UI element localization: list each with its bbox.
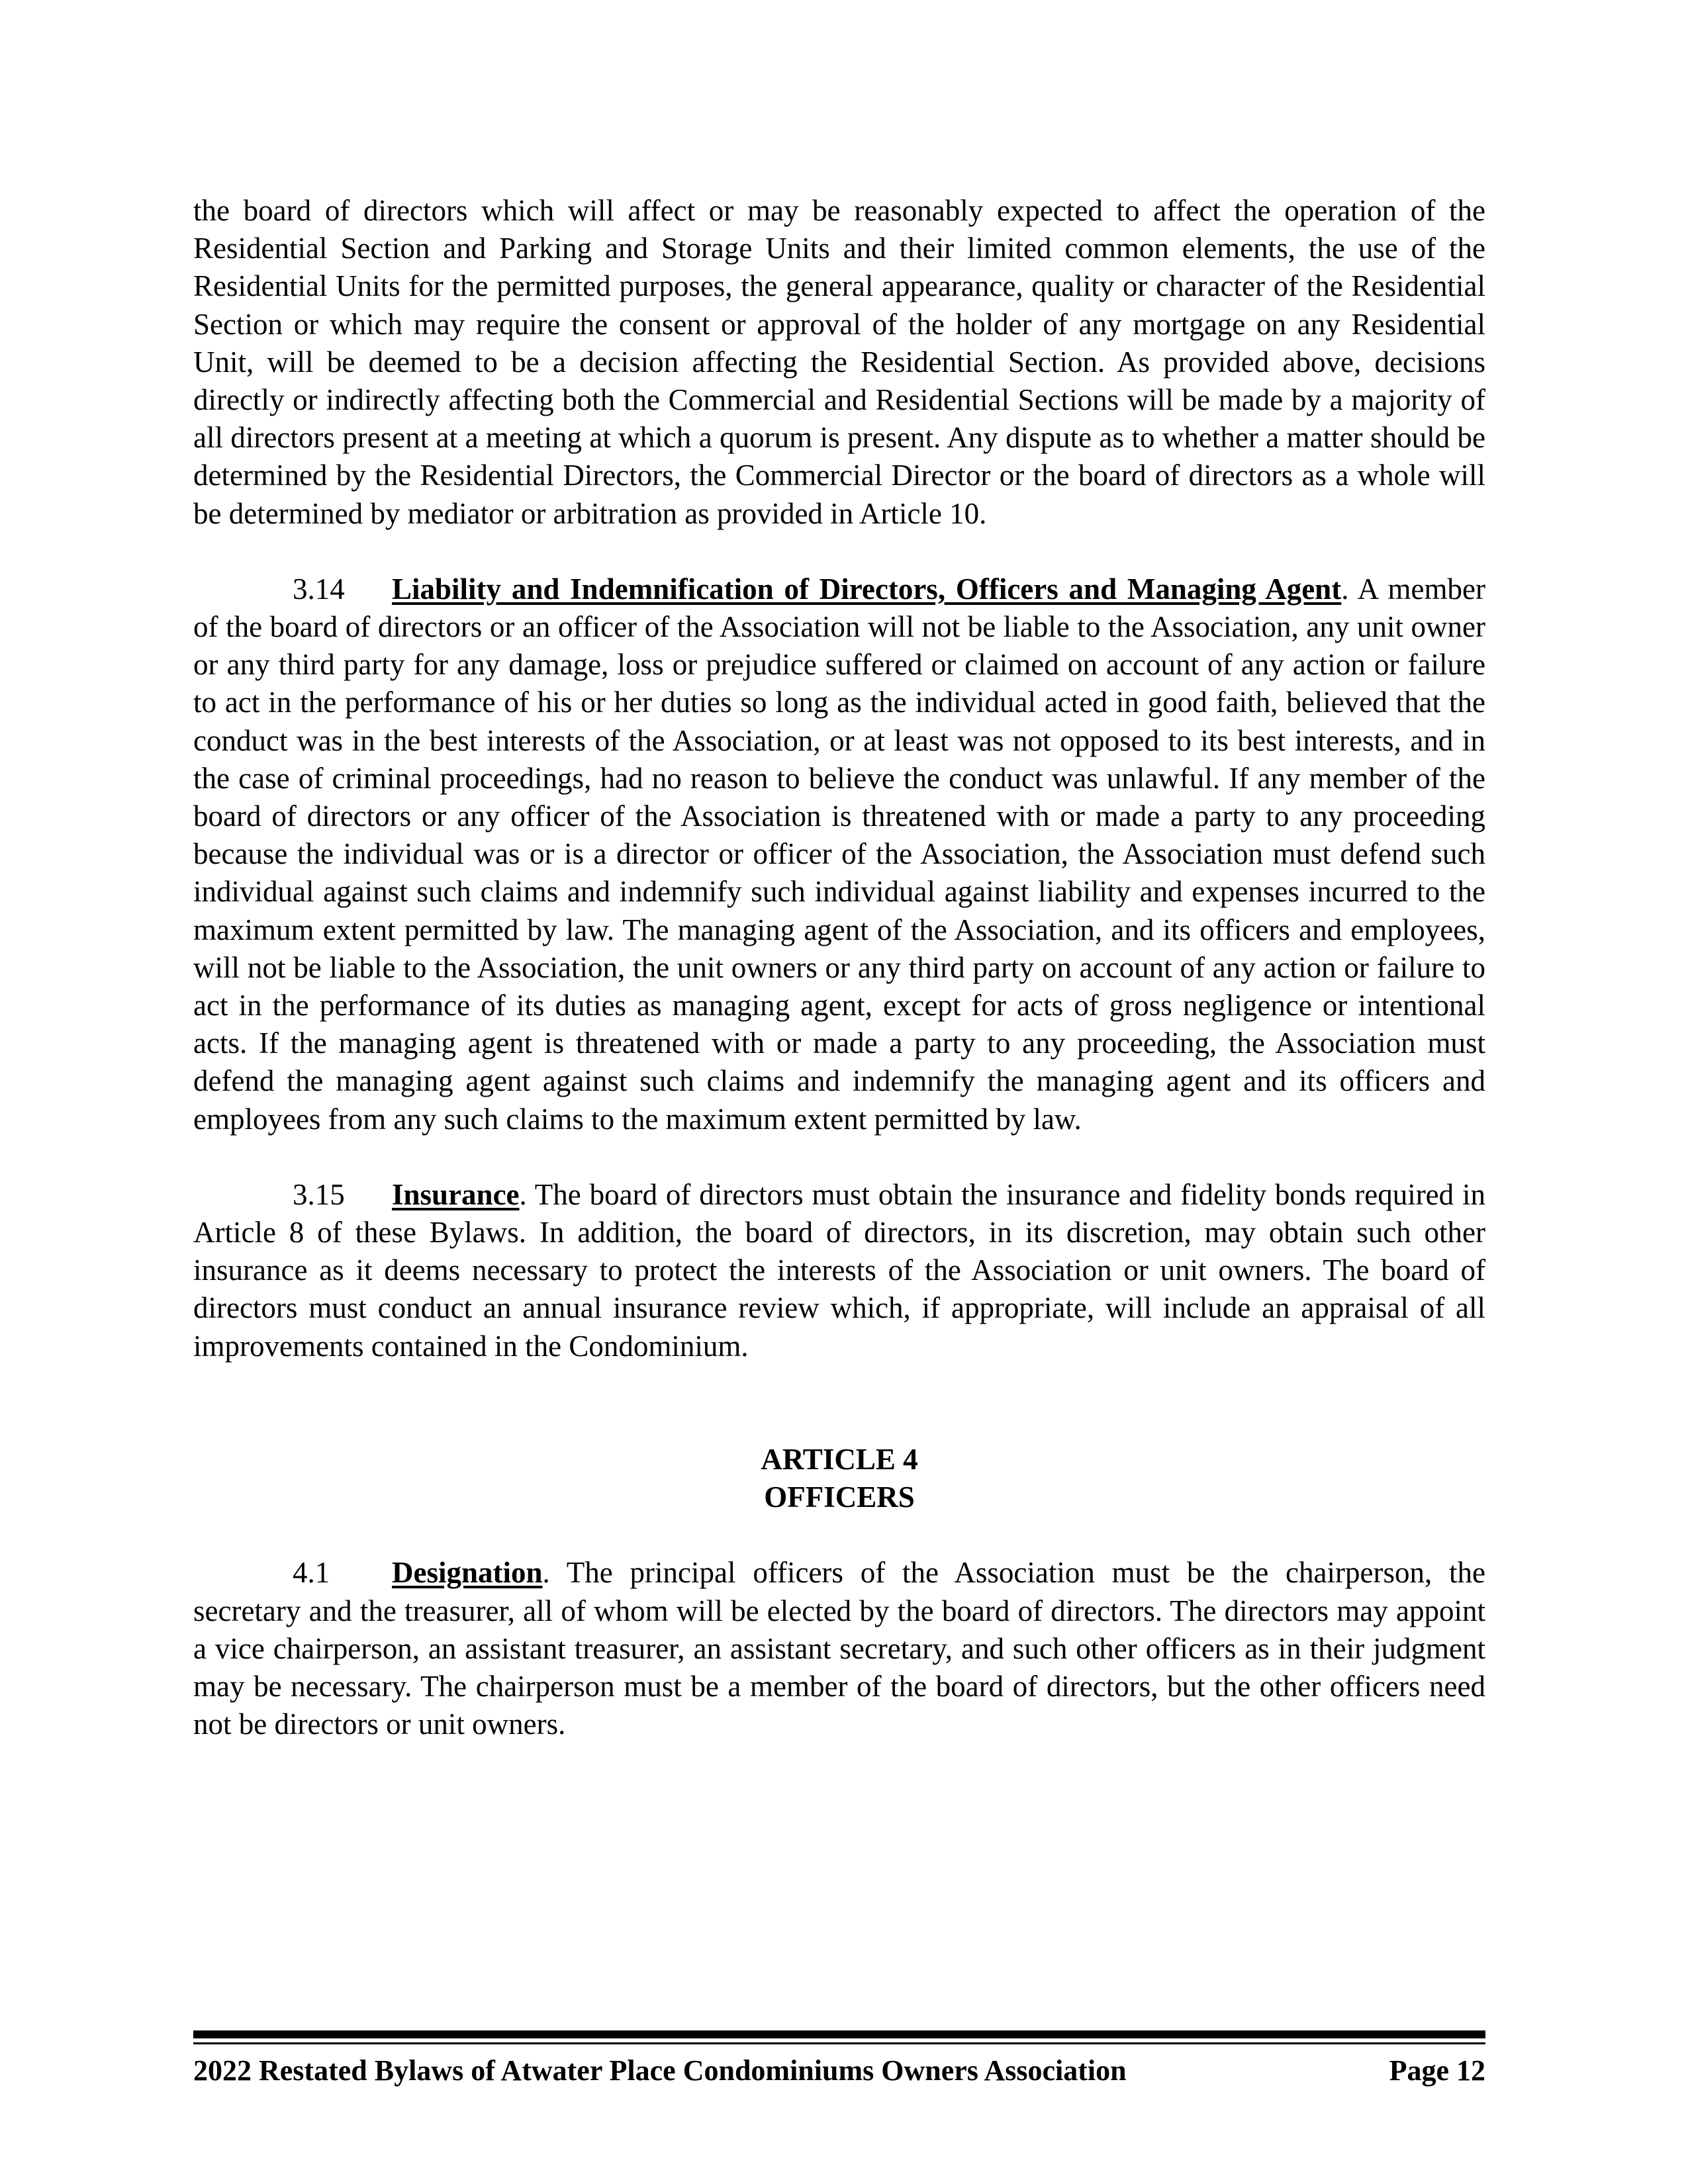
- page-footer: [193, 2030, 1485, 2089]
- paragraph-spacer: [193, 1365, 1485, 1441]
- section-body: . The board of directors must obtain the insurance and fidelity bonds required in Article 8 of these Bylaws. In addition, the board of directors, in its discretion, may obtain such other insurance as it deems necessary to protect the interests of the Association or unit owners. The board of directors must conduct an annual insurance review which, if appropriate, will include an appraisal of all improvements contained in the Condominium.: [193, 1177, 1485, 1363]
- paragraph-spacer: [193, 1516, 1485, 1554]
- section-body: . The principal officers of the Association must be the chairperson, the secretary and the treasurer, all of whom will be elected by the board of directors. The directors may appoint a vice chairperson, an assistant treasurer, an assistant secretary, and such other officers as in their judgment may be necessary. The chairperson must be a member of the board of directors, but the other officers need not be directors or unit owners.: [193, 1556, 1485, 1741]
- section-heading: Insurance: [392, 1177, 520, 1211]
- section-number: 4.1: [293, 1556, 330, 1590]
- section-3-15: [193, 1176, 1485, 1365]
- footer-rule-thin: [193, 2042, 1485, 2044]
- article-number: ARTICLE 4: [761, 1442, 918, 1476]
- paragraph-spacer: [193, 1138, 1485, 1176]
- document-page: [193, 192, 1485, 1743]
- section-3-14: [193, 570, 1485, 1138]
- paragraph-continuation: the board of directors which will affect or may be reasonably expected to affect the operation of the Residential Section and Parking and Storage Units and their limited common elements, the use of the Residential Units for the permitted purposes, the general appearance, quality or character of the Residential Section or which may require the consent or approval of the holder of any mortgage on any Residential Unit, will be deemed to be a decision affecting the Residential Section. As provided above, decisions directly or indirectly affecting both the Commercial and Residential Sections will be made by a majority of all directors present at a meeting at which a quorum is present. Any dispute as to whether a matter should be determined by the Residential Directors, the Commercial Director or the board of directors as a whole will be determined by mediator or arbitration as provided in Article 10.: [193, 194, 1485, 530]
- section-heading: Liability and Indemnification of Directors, Officers and Managing Agent: [392, 572, 1342, 606]
- section-number: 3.14: [293, 572, 345, 606]
- section-number: 3.15: [293, 1177, 345, 1211]
- page-number: Page 12: [1389, 2054, 1485, 2087]
- article-title: OFFICERS: [764, 1480, 915, 1514]
- footer-row: [193, 2052, 1485, 2089]
- section-heading: Designation: [392, 1556, 543, 1590]
- footer-title: 2022 Restated Bylaws of Atwater Place Condominiums Owners Association: [193, 2054, 1127, 2087]
- footer-rule-thick: [193, 2030, 1485, 2038]
- paragraph-spacer: [193, 533, 1485, 570]
- section-body: . A member of the board of directors or an officer of the Association will not be liable to the Association, any unit owner or any third party for any damage, loss or prejudice suffered or claimed on account of any action or failure to act in the performance of his or her duties so long as the individual acted in good faith, believed that the conduct was in the best interests of the Association, or at least was not opposed to its best interests, and in the case of criminal proceedings, had no reason to believe the conduct was unlawful. If any member of the board of directors or any officer of the Association is threatened with or made a party to any proceeding because the individual was or is a director or officer of the Association, the Association must defend such individual against such claims and indemnify such individual against liability and expenses incurred to the maximum extent permitted by law. The managing agent of the Association, and its officers and employees, will not be liable to the Association, the unit owners or any third party on account of any action or failure to act in the performance of its duties as managing agent, except for acts of gross negligence or intentional acts. If the managing agent is threatened with or made a party to any proceeding, the Association must defend the managing agent against such claims and indemnify the managing agent and its officers and employees from any such claims to the maximum extent permitted by law.: [193, 572, 1485, 1136]
- section-4-1: [193, 1554, 1485, 1743]
